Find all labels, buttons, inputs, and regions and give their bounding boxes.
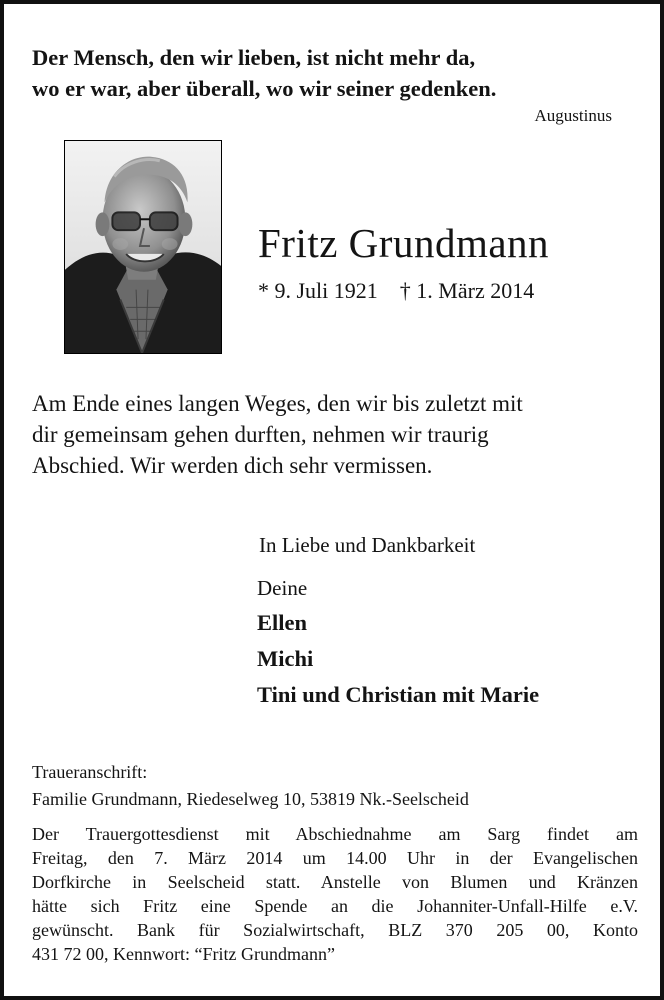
service-line: 431 72 00, Kennwort: “Fritz Grundmann” [32, 944, 335, 964]
portrait-illustration [65, 141, 221, 353]
quote-line-2: wo er war, aber überall, wo wir seiner gedenken. [32, 76, 497, 101]
quote-line-1: Der Mensch, den wir lieben, ist nicht mehr da, [32, 45, 476, 70]
life-dates [258, 276, 534, 306]
signer-name: Tini und Christian mit Marie [257, 682, 540, 707]
message-line-1: Am Ende eines langen Weges, den wir bis zuletzt mit [32, 391, 523, 416]
signers-list [257, 605, 539, 713]
service-line: hätte sich Fritz eine Spende an die Johanniter-Unfall-Hilfe e.V. [32, 896, 638, 916]
portrait-photo [64, 140, 222, 354]
quote-author: Augustinus [534, 106, 612, 125]
funeral-service-info [32, 822, 638, 966]
signer-name: Ellen [257, 610, 308, 635]
service-line: Freitag, den 7. März 2014 um 14.00 Uhr in der Evangelischen [32, 848, 638, 868]
death-date: † 1. März 2014 [399, 278, 535, 303]
closing-phrase: In Liebe und Dankbarkeit [259, 533, 476, 557]
mourning-address-label: Traueranschrift: [32, 762, 148, 782]
signer-name: Michi [257, 646, 314, 671]
signoff: Deine [257, 576, 308, 600]
memorial-quote [32, 42, 622, 104]
farewell-message [32, 388, 632, 481]
message-line-2: dir gemeinsam gehen durften, nehmen wir traurig [32, 422, 489, 447]
service-line: gewünscht. Bank für Sozialwirtschaft, BLZ 370 205 00, Konto [32, 920, 638, 940]
message-line-3: Abschied. Wir werden dich sehr vermissen. [32, 453, 433, 478]
birth-date: * 9. Juli 1921 [258, 278, 378, 303]
service-line: Der Trauergottesdienst mit Abschiednahme am Sarg findet am [32, 824, 638, 844]
service-line: Dorfkirche in Seelscheid statt. Anstelle von Blumen und Kränzen [32, 872, 638, 892]
deceased-name: Fritz Grundmann [258, 220, 550, 266]
mourning-address: Familie Grundmann, Riedeselweg 10, 53819 Nk.-Seelscheid [32, 789, 469, 809]
